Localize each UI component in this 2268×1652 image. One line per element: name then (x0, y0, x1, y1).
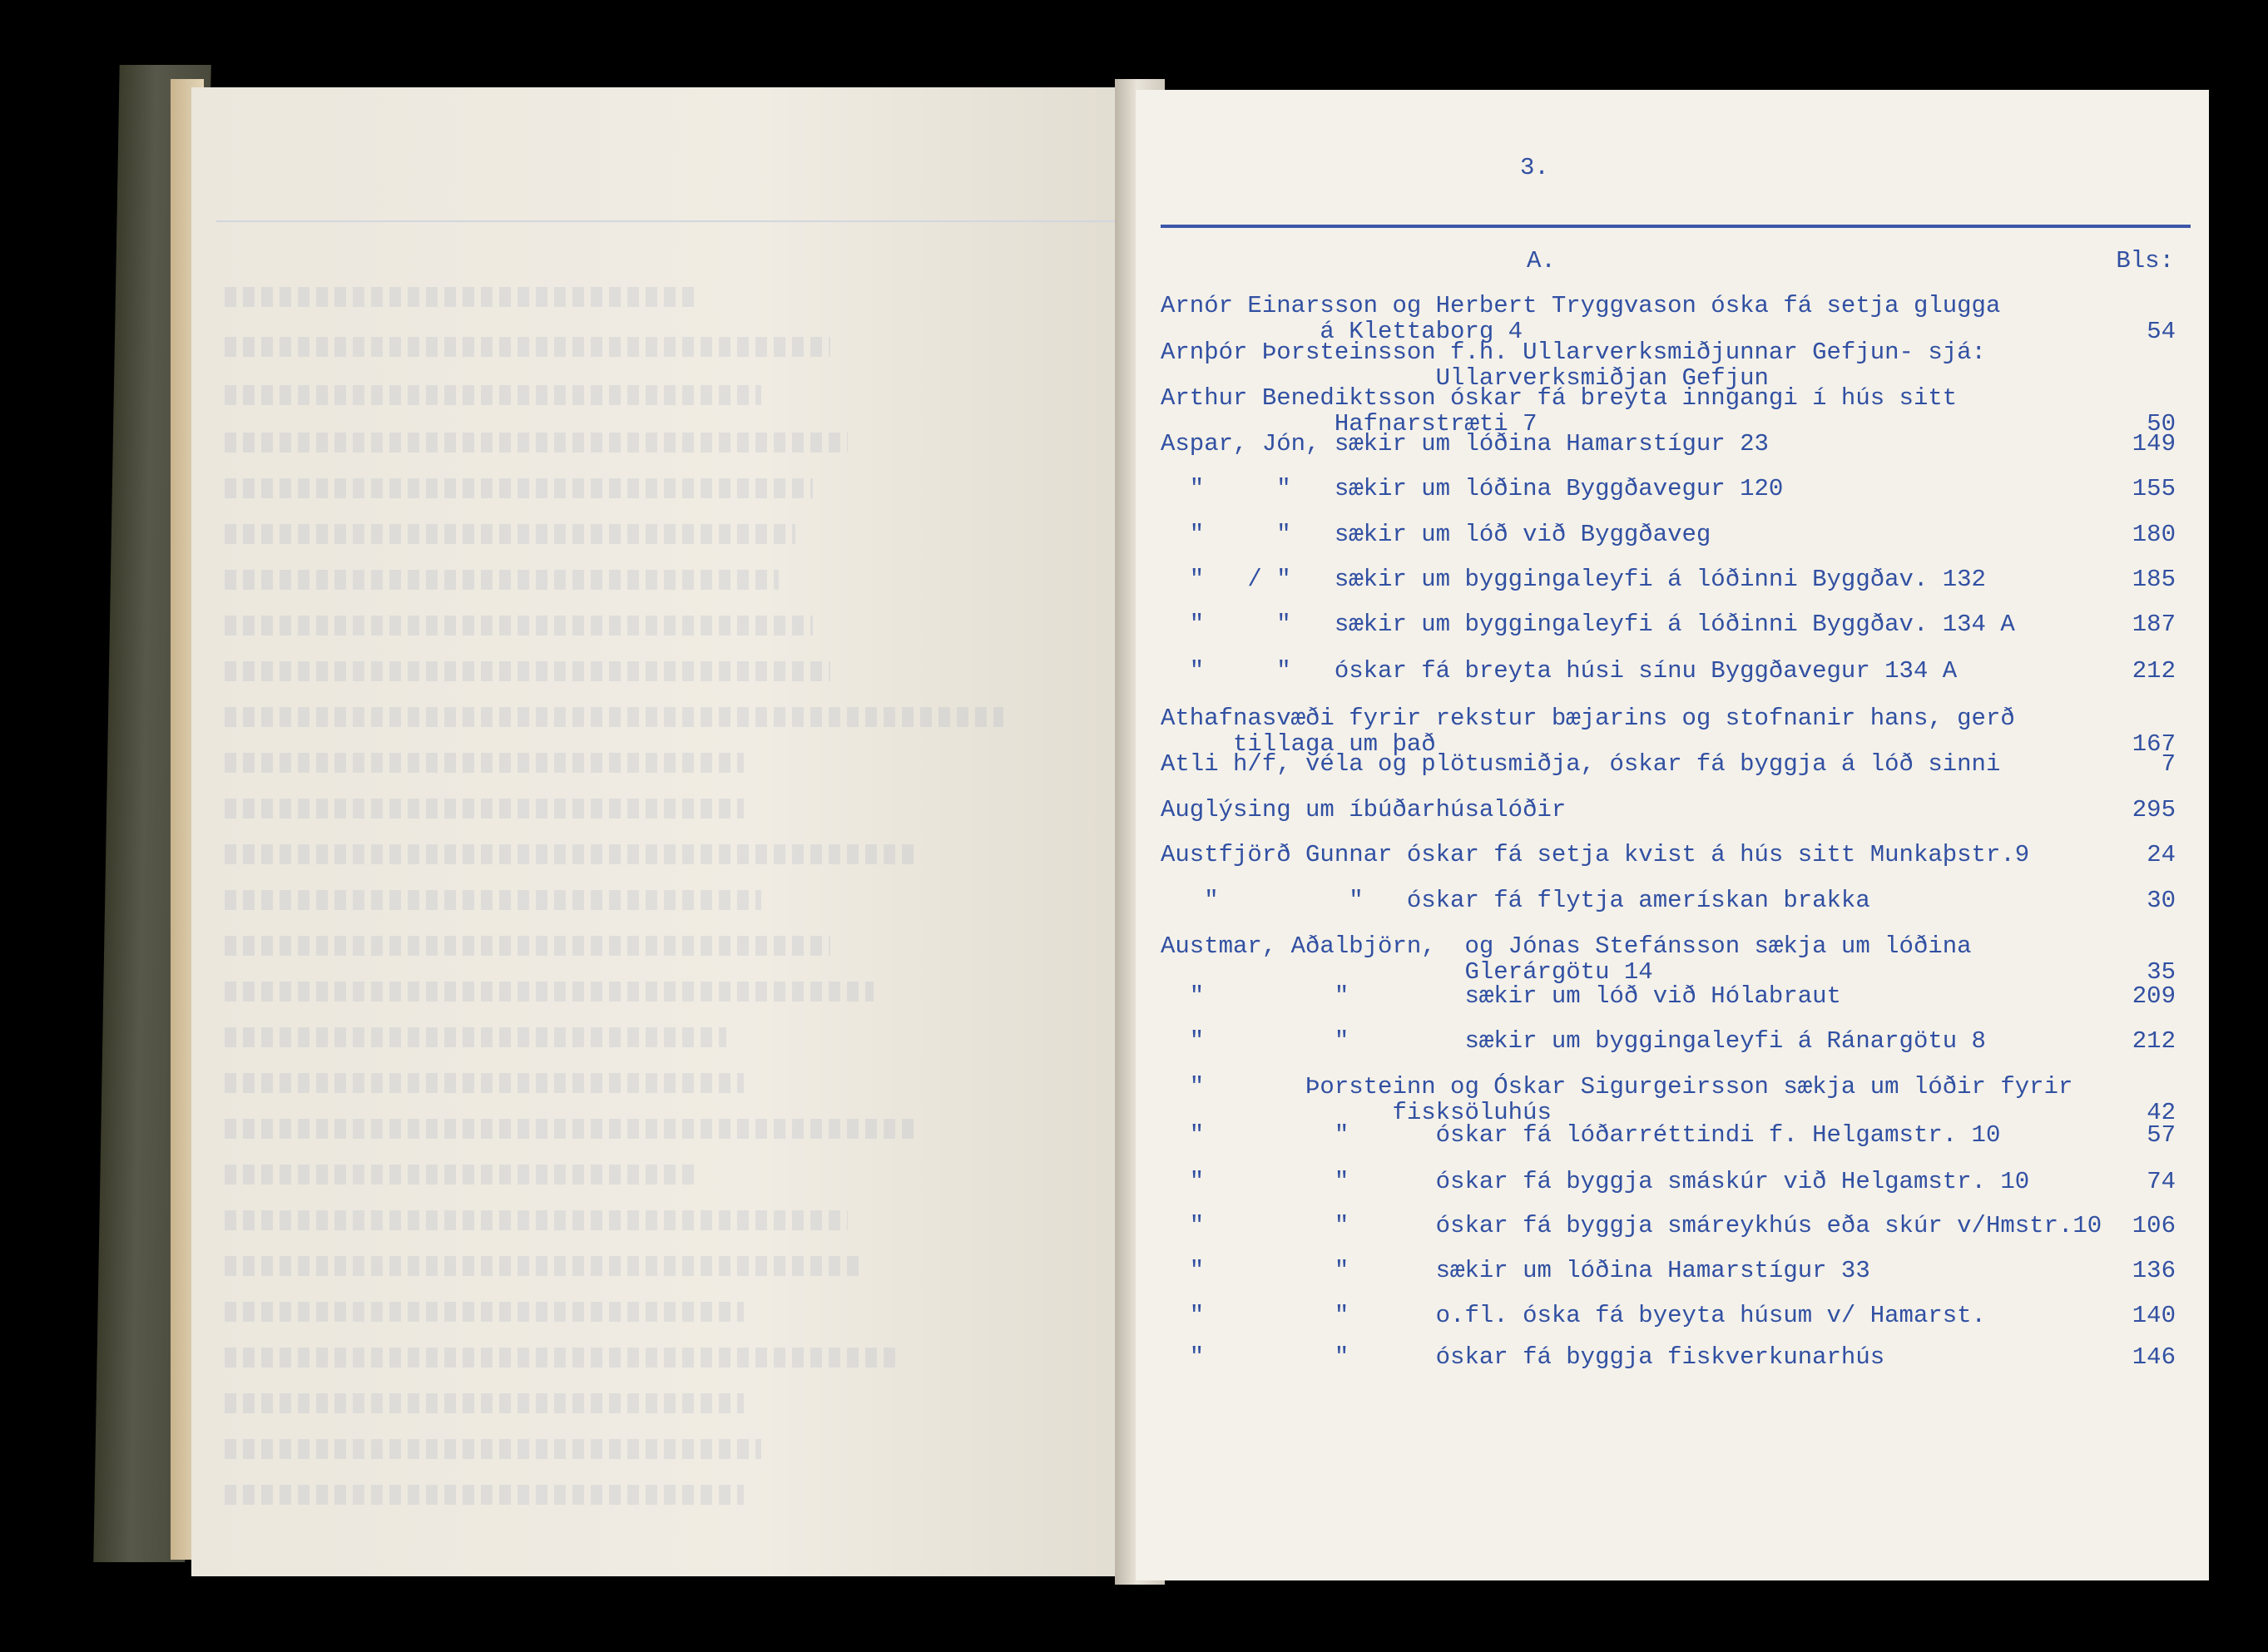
section-letter: A. (1527, 247, 1556, 275)
index-entry (1161, 933, 2176, 985)
entry-page-number: 50 (2147, 410, 2176, 438)
bleed-through-line (225, 1485, 744, 1505)
index-entry (1161, 293, 2176, 344)
index-entry (1161, 842, 2176, 868)
bleed-through-line (225, 982, 874, 1002)
entry-text: Auglýsing um íbúðarhúsalóðir (1161, 796, 1567, 824)
entry-text: " " sækir um lóðina Hamarstígur 33 (1161, 1257, 1870, 1284)
index-entry (1161, 1258, 2176, 1284)
index-entry (1161, 566, 2176, 592)
entry-page-number: 140 (2132, 1302, 2176, 1329)
entry-page-number: 295 (2132, 796, 2176, 824)
bleed-through-line (225, 478, 813, 498)
bleed-through-line (225, 337, 830, 357)
bleed-through-line (225, 287, 701, 307)
entry-text: Austfjörð Gunnar óskar fá setja kvist á hús sitt Munkaþstr.9 (1161, 841, 2030, 868)
bleed-through-line (225, 753, 744, 773)
index-entry (1161, 705, 2176, 757)
bleed-through-line (225, 1210, 848, 1230)
index-entry (1161, 431, 2176, 457)
bleed-through-line (225, 524, 795, 544)
index-entry (1161, 1213, 2176, 1239)
bleed-through-line (225, 1348, 899, 1368)
entry-page-number: 212 (2132, 1027, 2176, 1055)
index-entry (1161, 476, 2176, 502)
entry-page-number: 35 (2147, 958, 2176, 986)
entry-page-number: 180 (2132, 521, 2176, 548)
entry-text: " " sækir um lóð við Byggðaveg (1161, 521, 1711, 548)
left-page-rule (216, 220, 1123, 222)
bleed-through-line (225, 661, 830, 681)
index-entry (1161, 611, 2176, 637)
index-entry (1161, 1074, 2176, 1125)
index-page (1136, 90, 2209, 1580)
index-entry (1161, 658, 2176, 684)
bleed-through-line (225, 616, 813, 636)
bleed-through-line (225, 844, 917, 864)
bleed-through-line (225, 433, 848, 453)
entry-page-number: 185 (2132, 566, 2176, 593)
entry-text: " " óskar fá lóðarréttindi f. Helgamstr. 10 (1161, 1121, 2001, 1149)
entry-page-number: 54 (2147, 318, 2176, 345)
bleed-through-line (225, 1393, 744, 1413)
entry-text: " " óskar fá breyta húsi sínu Byggðavegur 134 A (1161, 657, 1958, 685)
index-entry (1161, 1169, 2176, 1194)
entry-page-number: 42 (2147, 1099, 2176, 1126)
entry-text: " " sækir um lóð við Hólabraut (1161, 982, 1841, 1010)
index-entry (1161, 1344, 2176, 1370)
index-entry (1161, 1122, 2176, 1148)
bleed-through-line (225, 1073, 744, 1093)
bleed-through-line (225, 1439, 761, 1459)
entry-text: " " óskar fá byggja fiskverkunarhús (1161, 1343, 1885, 1371)
index-entry (1161, 983, 2176, 1009)
header-rule (1161, 225, 2191, 228)
entry-text: " " óskar fá byggja smáreykhús eða skúr v/Hmstr.10 (1161, 1212, 2102, 1239)
page-column-header: Bls: (2116, 247, 2174, 275)
entry-page-number: 7 (2161, 750, 2176, 778)
index-entry (1161, 1303, 2176, 1328)
bleed-through-line (225, 1302, 744, 1322)
index-entry (1161, 522, 2176, 547)
entry-text: Aspar, Jón, sækir um lóðina Hamarstígur 23 (1161, 430, 1769, 458)
entry-text: Arnór Einarsson og Herbert Tryggvason óska fá setja glugga á Klettaborg 4 (1161, 292, 2001, 345)
entry-text: " " sækir um byggingaleyfi á Ránargötu 8 (1161, 1027, 1986, 1055)
entry-page-number: 57 (2147, 1121, 2176, 1149)
entry-text: " " sækir um lóðina Byggðavegur 120 (1161, 475, 1784, 502)
entry-page-number: 167 (2132, 730, 2176, 758)
entry-text: " / " sækir um byggingaleyfi á lóðinni Byggðav. 132 (1161, 566, 1986, 593)
index-entry (1161, 1028, 2176, 1054)
entry-page-number: 30 (2147, 887, 2176, 914)
entry-page-number: 149 (2132, 430, 2176, 458)
bleed-through-line (225, 1027, 726, 1047)
entry-page-number: 136 (2132, 1257, 2176, 1284)
index-entry (1161, 751, 2176, 777)
entry-page-number: 146 (2132, 1343, 2176, 1371)
entry-page-number: 209 (2132, 982, 2176, 1010)
index-entry (1161, 339, 2176, 391)
entry-text: " Þorsteinn og Óskar Sigurgeirsson sækja um lóðir fyrir fisksöluhús (1189, 1073, 2073, 1126)
bleed-through-line (225, 936, 830, 956)
entry-text: Austmar, Aðalbjörn, og Jónas Stefánsson sækja um lóðina Glerárgötu 14 (1161, 932, 1972, 986)
entry-text: " " óskar fá byggja smáskúr við Helgamstr. 10 (1161, 1168, 2030, 1195)
entry-text: Atli h/f, véla og plötusmiðja, óskar fá byggja á lóð sinni (1161, 750, 2001, 778)
bleed-through-line (225, 890, 761, 910)
entry-page-number: 212 (2132, 657, 2176, 685)
bleed-through-line (225, 799, 744, 819)
entry-page-number: 74 (2147, 1168, 2176, 1195)
index-entry (1161, 385, 2176, 437)
entry-text: " " sækir um byggingaleyfi á lóðinni Byggðav. 134 A (1161, 611, 2015, 638)
entry-page-number: 155 (2132, 475, 2176, 502)
entry-page-number: 24 (2147, 841, 2176, 868)
entry-text: " " óskar fá flytja amerískan brakka (1161, 887, 1870, 914)
bleed-through-line (225, 385, 761, 405)
entry-text: Athafnasvæði fyrir rekstur bæjarins og stofnanir hans, gerð tillaga um það (1161, 705, 2015, 758)
index-entry (1161, 797, 2176, 823)
bleed-through-line (225, 570, 779, 590)
entry-page-number: 187 (2132, 611, 2176, 638)
entry-text: Arnþór Þorsteinsson f.h. Ullarverksmiðjunnar Gefjun- sjá: Ullarverksmiðjan Gefjun (1161, 339, 1986, 392)
bleed-through-line (225, 1165, 701, 1185)
bleed-through-line (225, 1256, 865, 1276)
entry-page-number: 106 (2132, 1212, 2176, 1239)
bleed-through-line (225, 1119, 917, 1139)
entry-text: Arthur Benediktsson óskar fá breyta inngangi í hús sitt Hafnarstræti 7 (1161, 384, 1958, 438)
left-page-show-through (191, 87, 1132, 1576)
bleed-through-line (225, 707, 1003, 727)
page-number: 3. (1520, 154, 1549, 181)
index-entry (1161, 888, 2176, 913)
entry-text: " " o.fl. óska fá byeyta húsum v/ Hamarst. (1161, 1302, 1986, 1329)
